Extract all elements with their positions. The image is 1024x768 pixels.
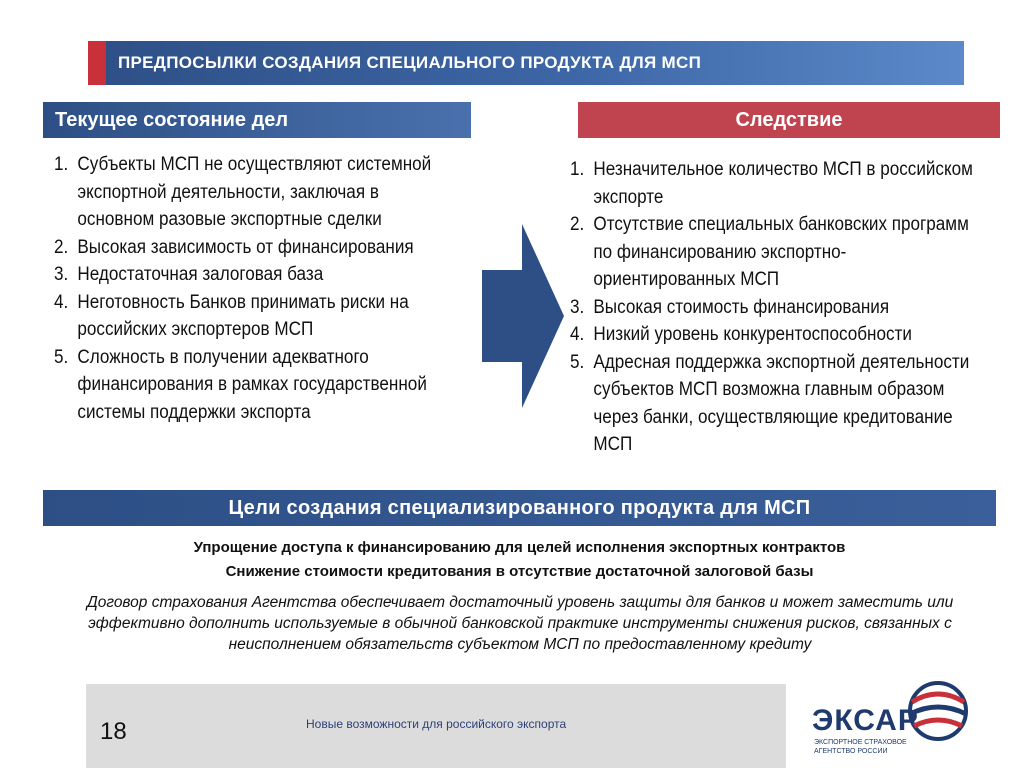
consequence-heading: Следствие — [578, 102, 1000, 138]
list-item: 4. Низкий уровень конкурентоспособности — [570, 324, 912, 345]
slide-title-bar — [88, 41, 964, 85]
goal-line-1: Упрощение доступа к финансированию для целей исполнения экспортных контрактов — [193, 539, 846, 556]
eksar-logo — [806, 678, 976, 764]
list-item: 1. Незначительное количество МСП в российском экспорте — [570, 159, 973, 208]
consequence-list — [570, 156, 975, 459]
list-item: 2. Отсутствие специальных банковских программ по финансированию экспортно-ориентированных МСП — [570, 214, 969, 290]
list-item: 3. Недостаточная залоговая база — [54, 264, 324, 285]
goal-line-2: Снижение стоимости кредитования в отсутствие достаточной залоговой базы — [225, 563, 814, 580]
logo-subtitle-line1: ЭКСПОРТНОЕ СТРАХОВОЕ — [814, 739, 907, 746]
insurance-note: Договор страхования Агентства обеспечивает достаточный уровень защиты для банков и может заместить или эффективно дополнить используемые в обычной банковской практике инструменты снижения рисков, связанных с неисполнением обязательств субъектом МСП по предоставленному кредиту — [86, 594, 954, 653]
current-state-list — [54, 151, 432, 426]
logo-subtitle-line2: АГЕНТСТВО РОССИИ — [814, 748, 888, 755]
footer-tagline: Новые возможности для российского экспорта — [306, 717, 567, 731]
list-item: 3. Высокая стоимость финансирования — [570, 296, 890, 318]
page-number: 18 — [100, 718, 127, 745]
goals-heading: Цели создания специализированного продукта для МСП — [43, 490, 996, 526]
slide-title: ПРЕДПОСЫЛКИ СОЗДАНИЯ СПЕЦИАЛЬНОГО ПРОДУКТА ДЛЯ МСП — [118, 53, 702, 72]
list-item: 5. Адресная поддержка экспортной деятельности субъектов МСП возможна главным образом через банки, осуществляющие кредитование МСП — [570, 351, 970, 455]
title-accent-tab — [88, 41, 106, 85]
list-item: 5. Сложность в получении адекватного финансирования в рамках государственной системы поддержки экспорта — [54, 346, 427, 423]
current-state-heading: Текущее состояние дел — [43, 102, 471, 138]
list-item: 1. Субъекты МСП не осуществляют системной экспортной деятельности, заключая в основном разовые экспортные сделки — [54, 154, 432, 230]
right-arrow-icon — [482, 224, 564, 408]
logo-wordmark: ЭКСАР — [812, 704, 919, 737]
list-item: 4. Неготовность Банков принимать риски на российских экспортеров МСП — [54, 291, 409, 340]
list-item: 2. Высокая зависимость от финансирования — [54, 236, 414, 258]
